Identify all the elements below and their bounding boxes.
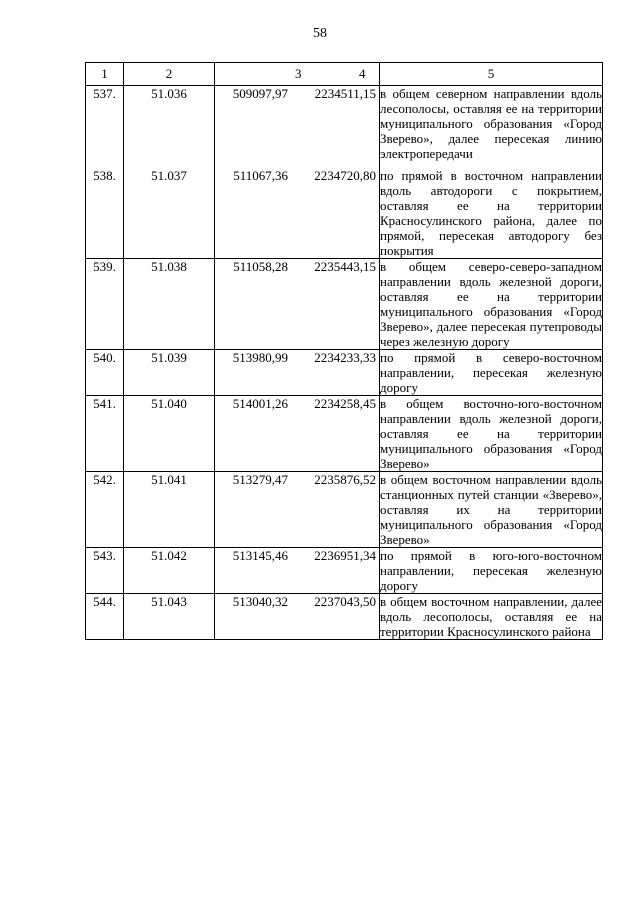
header-col-1: 1 — [86, 63, 124, 86]
coord-x: 513980,99 — [232, 350, 288, 365]
header-col-5: 5 — [380, 63, 603, 86]
coordinates — [215, 259, 380, 350]
boundary-points-table — [85, 62, 603, 640]
row-number: 543. — [86, 548, 124, 594]
header-col-3-4 — [215, 63, 380, 86]
coord-y: 2235443,15 — [314, 259, 376, 274]
coord-y: 2235876,52 — [314, 472, 376, 487]
point-code: 51.043 — [124, 594, 215, 640]
coord-y: 2234233,33 — [314, 350, 376, 365]
description — [380, 161, 603, 259]
point-code: 51.041 — [124, 472, 215, 548]
description — [380, 350, 603, 396]
header-col-2: 2 — [124, 63, 215, 86]
description-text: по прямой в юго-юго-восточном направлении, пересекая железную дорогу — [380, 548, 602, 593]
coord-y: 2234258,45 — [314, 396, 376, 411]
coord-x: 511067,36 — [233, 168, 288, 183]
description — [380, 86, 603, 162]
description — [380, 259, 603, 350]
row-number: 541. — [86, 396, 124, 472]
description-text: в общем восточно-юго-восточном направлении вдоль железной дороги, оставляя ее на территории муниципального образования «Город Зверево» — [380, 396, 602, 471]
coord-x: 514001,26 — [232, 396, 288, 411]
coordinates — [215, 350, 380, 396]
table-row — [86, 86, 603, 162]
table-row — [86, 259, 603, 350]
point-code: 51.040 — [124, 396, 215, 472]
row-number: 537. — [86, 86, 124, 162]
point-code: 51.038 — [124, 259, 215, 350]
table-row — [86, 594, 603, 640]
table-row — [86, 350, 603, 396]
point-code: 51.039 — [124, 350, 215, 396]
row-number: 542. — [86, 472, 124, 548]
table-row — [86, 161, 603, 259]
coordinates — [215, 594, 380, 640]
description — [380, 472, 603, 548]
row-number: 540. — [86, 350, 124, 396]
row-number: 544. — [86, 594, 124, 640]
table-row — [86, 548, 603, 594]
coord-y: 2234511,15 — [314, 86, 376, 101]
coord-x: 513279,47 — [232, 472, 288, 487]
header-col-4: 4 — [359, 66, 366, 81]
coordinates — [215, 396, 380, 472]
table-row — [86, 472, 603, 548]
coord-y: 2237043,50 — [314, 594, 376, 609]
description-text: в общем северо-северо-западном направлении вдоль железной дороги, оставляя ее на территории муниципального образования «Город Зверево», далее пересекая путепроводы через железную дорогу — [380, 259, 602, 349]
description — [380, 548, 603, 594]
header-col-3: 3 — [295, 66, 302, 81]
description-text: в общем восточном направлении, далее вдоль лесополосы, оставляя ее на территории Красносулинского района — [380, 594, 602, 639]
coord-x: 513145,46 — [232, 548, 288, 563]
description-text: в общем северном направлении вдоль лесополосы, оставляя ее на территории муниципального образования «Город Зверево», далее пересекая линию электропередачи — [380, 86, 602, 161]
row-number: 538. — [86, 161, 124, 259]
coordinates — [215, 161, 380, 259]
point-code: 51.042 — [124, 548, 215, 594]
coord-y: 2234720,80 — [314, 168, 376, 183]
description — [380, 594, 603, 640]
coordinates — [215, 548, 380, 594]
coord-x: 513040,32 — [232, 594, 288, 609]
coord-x: 511058,28 — [233, 259, 288, 274]
row-number: 539. — [86, 259, 124, 350]
coord-x: 509097,97 — [232, 86, 288, 101]
point-code: 51.036 — [124, 86, 215, 162]
coordinates — [215, 86, 380, 162]
point-code: 51.037 — [124, 161, 215, 259]
page-number: 58 — [313, 26, 327, 41]
coordinates — [215, 472, 380, 548]
coord-y: 2236951,34 — [314, 548, 376, 563]
table-row — [86, 396, 603, 472]
description-text: по прямой в северо-восточном направлении, пересекая железную дорогу — [380, 350, 602, 395]
description-text: в общем восточном направлении вдоль станционных путей станции «Зверево», оставляя их на территории муниципального образования «Город Зверево» — [380, 472, 602, 547]
description — [380, 396, 603, 472]
table-header-row — [86, 63, 603, 86]
description-text: по прямой в восточном направлении вдоль автодороги с покрытием, оставляя ее на территории Красносулинского района, далее по прямой, пересекая автодорогу без покрытия — [380, 168, 602, 258]
